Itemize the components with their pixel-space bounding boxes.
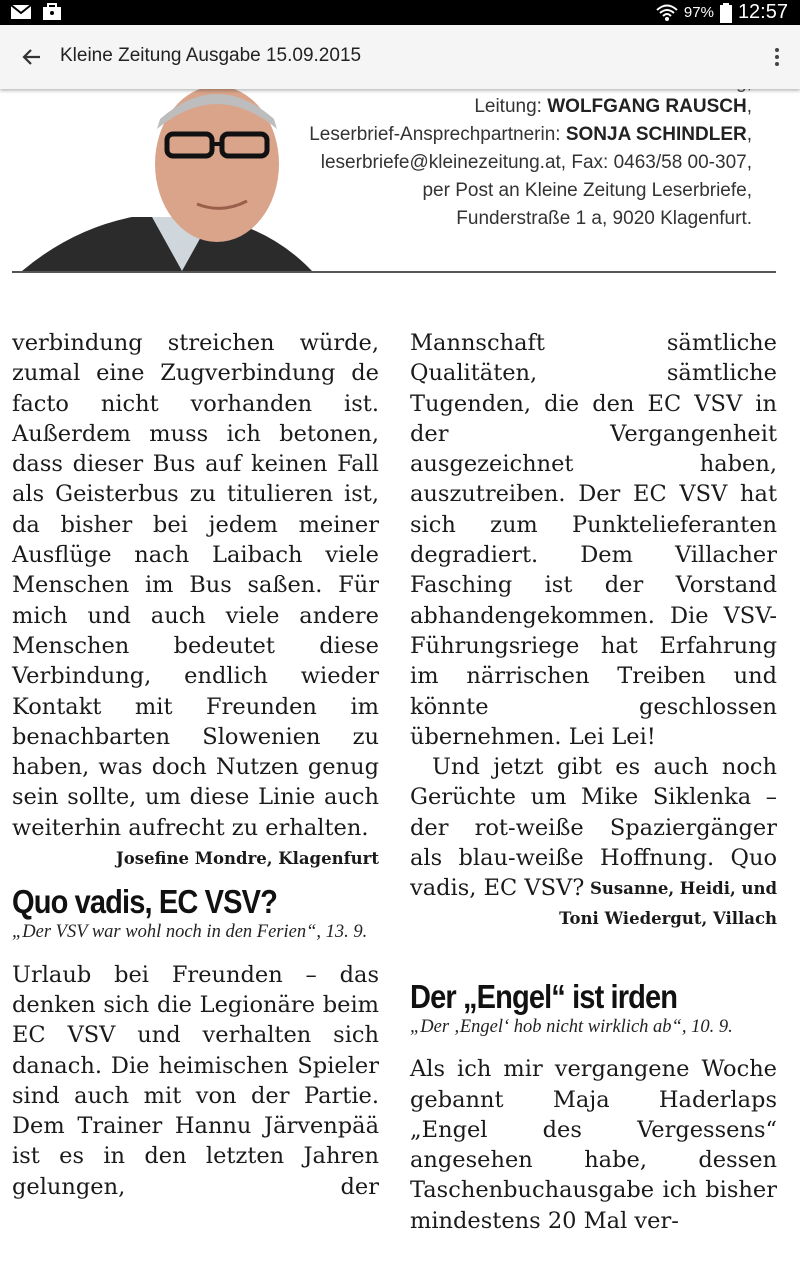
email-icon — [10, 3, 32, 21]
letter2-headline: Quo vadis, EC VSV? — [12, 883, 277, 921]
letter3-reference: „Der ‚Engel‘ hob nicht wirklich ab“, 10. 9. — [410, 1016, 733, 1037]
status-bar — [0, 0, 800, 25]
header-line-email-fax: leserbriefe@kleinezeitung.at, Fax: 0463/58 00-307, — [320, 152, 752, 173]
briefcase-icon — [42, 3, 62, 21]
right-column — [410, 328, 777, 1236]
letter2-signature: Susanne, Heidi, und Toni Wiedergut, Villach — [559, 878, 777, 928]
contact-info — [309, 89, 752, 233]
left-column — [12, 328, 379, 1202]
overflow-menu-icon[interactable] — [772, 45, 782, 69]
back-arrow-icon[interactable] — [20, 45, 44, 69]
letter1-body: verbindung streichen würde, zumal eine Zugverbindung de facto nicht vorhanden ist. Außerdem muss ich betonen, dass dieser Bus auf keinen Fall als Geisterbus zu titulieren ist, da bisher bei jedem meiner Ausflüge nach Laibach viele Menschen im Bus saßen. Für mich und auch viele andere Menschen bedeutet diese Verbindung, endlich wieder Kontakt mit Freunden im benachbarten Slowenien zu haben, was doch Nutzen genug sein sollte, um diese Linie auch weiterhin aufrecht zu erhalten. — [12, 330, 379, 841]
header-line-leitung: Leitung: WOLFGANG RAUSCH, — [474, 96, 752, 117]
header-line-contact-person: Leserbrief-Ansprechpartnerin: SONJA SCHINDLER, — [309, 124, 752, 145]
letter2-reference: „Der VSV war wohl noch in den Ferien“, 13. 9. — [12, 922, 368, 943]
letter2-body-part1: Urlaub bei Freunden – das denken sich die Legionäre beim EC VSV und verhalten sich danach. Die heimischen Spieler sind auch mit von der Partie. Dem Trainer Hannu Järvenpää ist es in den letzten Jahren gelungen, der — [12, 961, 379, 1200]
letter1-signature: Josefine Mondre, Klagenfurt — [115, 849, 379, 869]
letter3-body: Als ich mir vergangene Woche gebannt Maja Haderlaps „Engel des Vergessens“ angesehen habe, dessen Taschenbuchausgabe ich bisher mindestens 20 Mal ver- — [410, 1056, 777, 1234]
letter3-headline: Der „Engel“ ist irden — [410, 977, 678, 1015]
letters-header — [12, 89, 776, 273]
app-bar — [0, 25, 800, 89]
editor-portrait-photo — [12, 89, 312, 271]
header-line-address: Funderstraße 1 a, 9020 Klagenfurt. — [456, 208, 752, 229]
wifi-icon — [656, 4, 678, 22]
clock: 12:57 — [737, 1, 788, 23]
document-title: Kleine Zeitung Ausgabe 15.09.2015 — [60, 45, 362, 66]
battery-percent: 97% — [683, 4, 714, 21]
letter2-body-part2: Mannschaft sämtliche Qualitäten, sämtliche Tugenden, die den EC VSV in der Vergangenheit ausgezeichnet haben, auszutreiben. Der EC VSV hat sich zum Punktelieferanten degradiert. Dem Villacher Fasching ist der Vorstand abhandengekommen. Die VSV-Führungsriege hat Erfahrung im närrischen Treiben und könnte geschlossen übernehmen. Lei Lei! — [410, 330, 777, 750]
battery-icon — [720, 3, 732, 23]
header-line-post: per Post an Kleine Zeitung Leserbriefe, — [422, 180, 752, 201]
letter2-body-part3: Und jetzt gibt es auch noch Gerüchte um Mike Siklenka – der rot-weiße Spaziergänger als blau-weiße Hoffnung. Quo vadis, EC VSV? — [410, 754, 777, 902]
